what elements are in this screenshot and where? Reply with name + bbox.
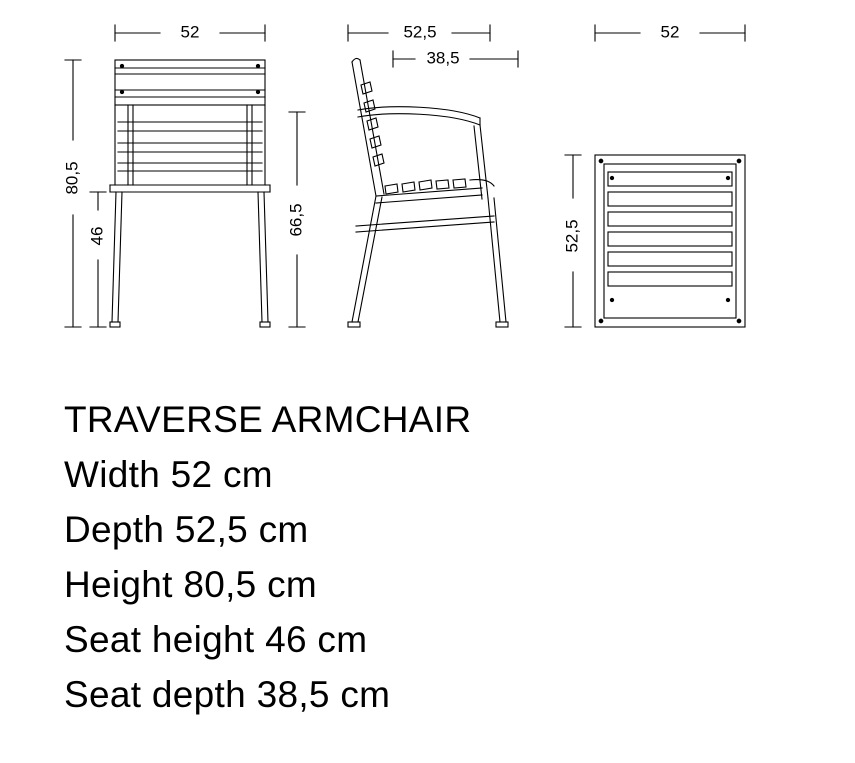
spec-seat-height: Seat height 46 cm <box>64 619 368 660</box>
front-top-dimension-label: 52 <box>180 22 200 42</box>
front-elevation-view <box>60 0 310 360</box>
front-seat-height-dimension-label: 46 <box>87 226 107 246</box>
drawings-area <box>0 0 855 360</box>
product-title: TRAVERSE ARMCHAIR <box>64 399 472 440</box>
top-view <box>560 0 810 360</box>
side-elevation-view <box>330 0 560 360</box>
spec-depth: Depth 52,5 cm <box>64 509 309 550</box>
front-left-inner-dimension <box>90 192 106 327</box>
front-height-dimension-label: 80,5 <box>62 161 82 195</box>
side-seat-depth-dimension-label: 38,5 <box>426 48 460 68</box>
side-depth-dimension-label: 52,5 <box>403 22 437 42</box>
front-right-dimension-label: 66,5 <box>286 203 306 237</box>
side-elevation-svg <box>330 0 560 360</box>
spec-width: Width 52 cm <box>64 454 273 495</box>
spec-height: Height 80,5 cm <box>64 564 318 605</box>
product-caption <box>64 392 824 722</box>
top-depth-dimension-label: 52,5 <box>562 219 582 253</box>
front-elevation-svg <box>60 0 310 360</box>
top-width-dimension-label: 52 <box>660 22 680 42</box>
top-view-svg <box>560 0 810 360</box>
spec-seat-depth: Seat depth 38,5 cm <box>64 674 391 715</box>
